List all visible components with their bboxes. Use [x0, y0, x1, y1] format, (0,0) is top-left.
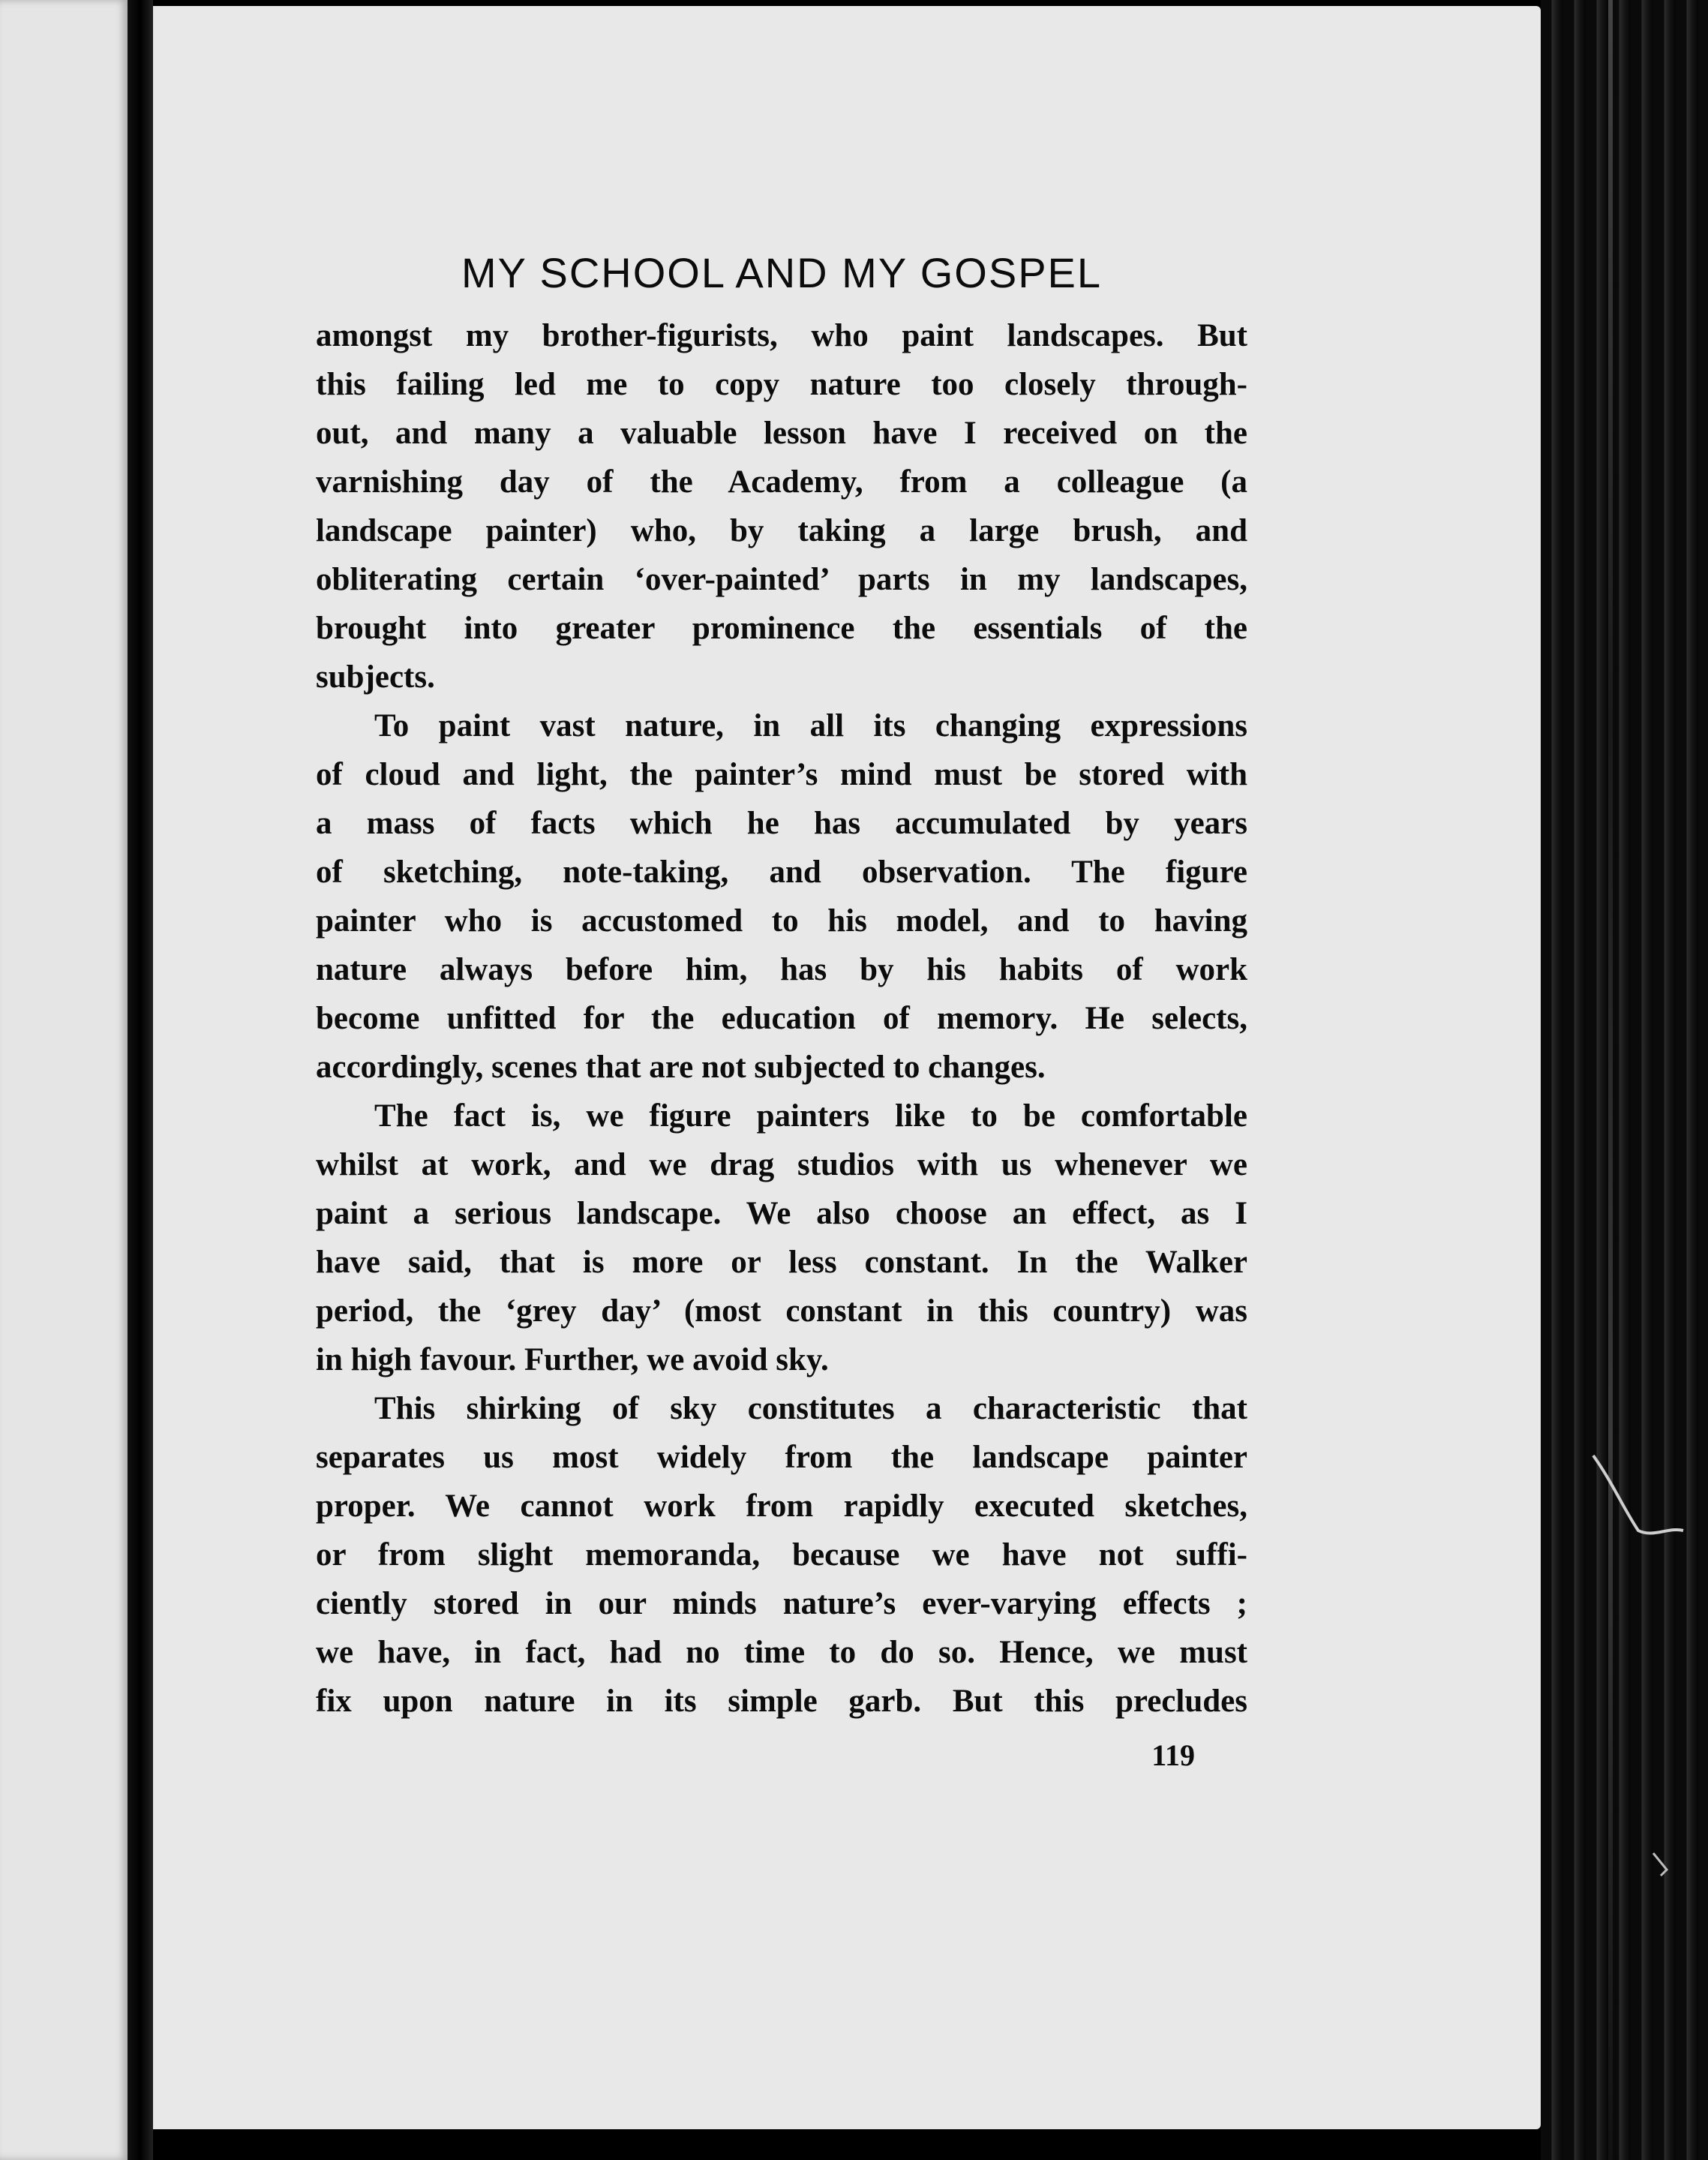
text-line: become unfitted for the education of memory. He selects, — [316, 1001, 1247, 1037]
paragraph — [316, 311, 1247, 701]
text-line: brought into greater prominence the essentials of the — [316, 611, 1247, 647]
text-line: To paint vast nature, in all its changing expressions — [374, 708, 1247, 744]
text-line: ciently stored in our minds nature’s ever-varying effects ; — [316, 1586, 1247, 1622]
text-line: whilst at work, and we drag studios with us whenever we — [316, 1147, 1247, 1183]
text-line: amongst my brother-figurists, who paint landscapes. But — [316, 318, 1247, 354]
text-line: a mass of facts which he has accumulated by years — [316, 806, 1247, 842]
text-line: fix upon nature in its simple garb. But this precludes — [316, 1684, 1247, 1720]
text-line: of cloud and light, the painter’s mind must be stored with — [316, 757, 1247, 793]
text-line: have said, that is more or less constant. In the Walker — [316, 1245, 1247, 1281]
text-line: or from slight memoranda, because we have not suffi- — [316, 1537, 1247, 1573]
page-text — [316, 225, 1247, 1778]
paragraph — [316, 1384, 1247, 1726]
text-line: accordingly, scenes that are not subjected to changes. — [316, 1050, 1046, 1086]
text-line: paint a serious landscape. We also choose an effect, as I — [316, 1196, 1247, 1232]
text-line: obliterating certain ‘over-painted’ parts in my landscapes, — [316, 562, 1247, 598]
text-line: painter who is accustomed to his model, and to having — [316, 903, 1247, 939]
text-line: nature always before him, has by his habits of work — [316, 952, 1247, 988]
text-line: this failing led me to copy nature too closely through- — [316, 367, 1247, 403]
paragraph — [316, 1092, 1247, 1384]
text-line: period, the ‘grey day’ (most constant in this country) was — [316, 1293, 1247, 1329]
facing-page — [0, 0, 128, 2160]
text-line: we have, in fact, had no time to do so. Hence, we must — [316, 1635, 1247, 1671]
page-number: 119 — [1151, 1738, 1195, 1773]
paragraph — [316, 701, 1247, 1092]
text-line: of sketching, note-taking, and observation. The figure — [316, 855, 1247, 891]
book-gutter — [128, 0, 153, 2160]
cover-crease-mark — [1541, 0, 1708, 2160]
text-line: separates us most widely from the landscape painter — [316, 1440, 1247, 1476]
text-line: subjects. — [316, 659, 435, 695]
text-line: The fact is, we figure painters like to be comfortable — [374, 1098, 1247, 1134]
text-line: out, and many a valuable lesson have I received on the — [316, 416, 1247, 452]
text-line: This shirking of sky constitutes a characteristic that — [374, 1391, 1247, 1427]
text-line: in high favour. Further, we avoid sky. — [316, 1342, 829, 1378]
text-line: varnishing day of the Academy, from a colleague (a — [316, 464, 1247, 500]
book-cover-edge — [1541, 0, 1708, 2160]
text-line: landscape painter) who, by taking a large brush, and — [316, 513, 1247, 549]
text-line: proper. We cannot work from rapidly executed sketches, — [316, 1489, 1247, 1525]
running-head: MY SCHOOL AND MY GOSPEL — [461, 249, 1103, 296]
